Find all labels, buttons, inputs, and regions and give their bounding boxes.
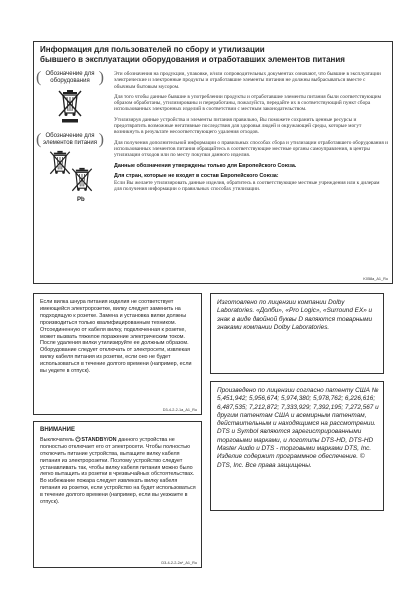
equipment-symbol-label: ( Обозначение для оборудования ) <box>40 71 100 85</box>
dolby-license-box <box>210 293 384 374</box>
battery-symbol-label: ( Обозначение для элементов питания ) <box>40 133 100 147</box>
warning-code: D3-4-2-2-2a*_A1_Ru <box>161 561 197 565</box>
weee-info-box <box>33 41 393 284</box>
dts-license-box <box>210 381 384 511</box>
weee-paragraph: Эти обозначения на продукции, упаковке, и/или сопроводительных документах означают, что бывшие в эксплуатации электрические и электронные продукты и отработавшие элементы питания не должны выбрасываться вместе с обычным бытовым мусором. <box>114 71 381 90</box>
weee-code: K058a_A1_Ru <box>363 277 388 281</box>
weee-paragraph: Для того чтобы данные бывшие в употреблении продукты и отработавшие элементы питания были соответствующим образом обработаны, утилизированы и переработаны, пожалуйста, передайте их в соответствующий пункт сбора использованных электронных изделий в соответствии с местным законодательством. <box>114 93 381 113</box>
standby-on-label: STANDBY/ON <box>81 436 117 443</box>
weee-paragraph: Для получения дополнительной информации о правильных способах сбора и утилизации отработавшего оборудования и использованных элементов питания обращайтесь в соответствующие местные органы самоуправления, в центры утилизации отходов или по месту покупки данного изделия. <box>114 139 388 159</box>
weee-paragraph: Если Вы желаете утилизировать данные изделия, обратитесь в соответствующие местные учреждения или к дилерам для получения информации о правильных способах утилизации. <box>114 180 380 193</box>
weee-symbols <box>40 71 100 205</box>
warning-title: ВНИМАНИЕ <box>40 427 75 433</box>
weee-non-eu-heading: Для стран, которые не входят в состав Европейского Союза: <box>114 172 279 179</box>
weee-eu-note: Данные обозначения утверждены только для Европейского Союза. <box>114 162 297 169</box>
weee-body <box>114 71 388 197</box>
crossed-bin-icon <box>70 167 94 197</box>
standby-warning: ВНИМАНИЕ Выключатель STANDBY/ON данного устройства не полностью отключает его от электросети. Чтобы полностью отключить питание устройства, вытащите вилку кабеля питания из электророзетки. Поэтому устройство следует устанавливать так, чтобы вилку кабеля питания можно было легко вытащить из розетки в чрезвычайных обстоятельствах. Во избежание пожара следует извлекать вилку кабеля питания из розетки, если устройство на будет использоваться в течение долгого времени (например, если вы уезжаете в отпуск). <box>40 427 196 506</box>
crossed-bin-icon <box>48 150 72 180</box>
crossed-bin-icon <box>57 89 83 123</box>
power-plug-warning-box <box>33 293 202 415</box>
dolby-license-text: Изготовлено по лицензии компании Dolby Laboratories. «Долби», «Pro Logic», «Surround EX» и знак в виде двойной буквы D являются товарными знаками компании Dolby Laboratories. <box>217 299 373 331</box>
weee-paragraph: Утилизируя данные устройства и элементы питания правильно, Вы поможете сохранить ценные ресурсы и предотвратить возможные негативные последствия для здоровья людей и окружающей среды, которые могут возникнуть в результате несоответствующего удаления отходов. <box>114 116 362 136</box>
standby-warning-box <box>33 421 202 568</box>
power-plug-warning-text: Если вилка шнура питания изделия не соответствует имеющейся электророзетке, вилку следует заменить на подходящую к розетке. Замена и установка вилки должны производиться только квалифицированным техником. Отсоединенную от кабеля вилку, подключенная к розетке, может вызвать тяжелое поражение электрическим током. После удаления вилки утилизируйте ее должным образом. Оборудование следует отключать от электросети, извлекая вилку кабеля питания из розетки, если оно не будет использоваться в течение долгого времени (например, если вы уедете в отпуск). <box>40 299 192 375</box>
dts-license-text: Произведено по лицензии согласно патенту США № 5,451,942; 5,956,674; 5,974,380; 5,978,762; 6,226,616; 6,487,535; 7,212,872; 7,333,929; 7,392,195; 7,272,567 и другим патентам США и всемирным патентам, действительным и находящимся на рассмотрении. DTS и Symbol являются зарегистрированными торговыми марками, и логотипы DTS-HD, DTS-HD Master Audio и DTS - торговыми марками DTS, Inc. Изделие содержит программное обеспечение. © DTS, Inc. Все права защищены. <box>217 387 379 469</box>
warning-code: D3-4-2-2-1a_A1_Ru <box>162 408 197 412</box>
weee-title: Информация для пользователей по сбору и утилизации бывшего в эксплуатации оборудования и отработавших элементов питания <box>40 45 345 64</box>
battery-chemical-mark: Pb <box>77 197 85 203</box>
